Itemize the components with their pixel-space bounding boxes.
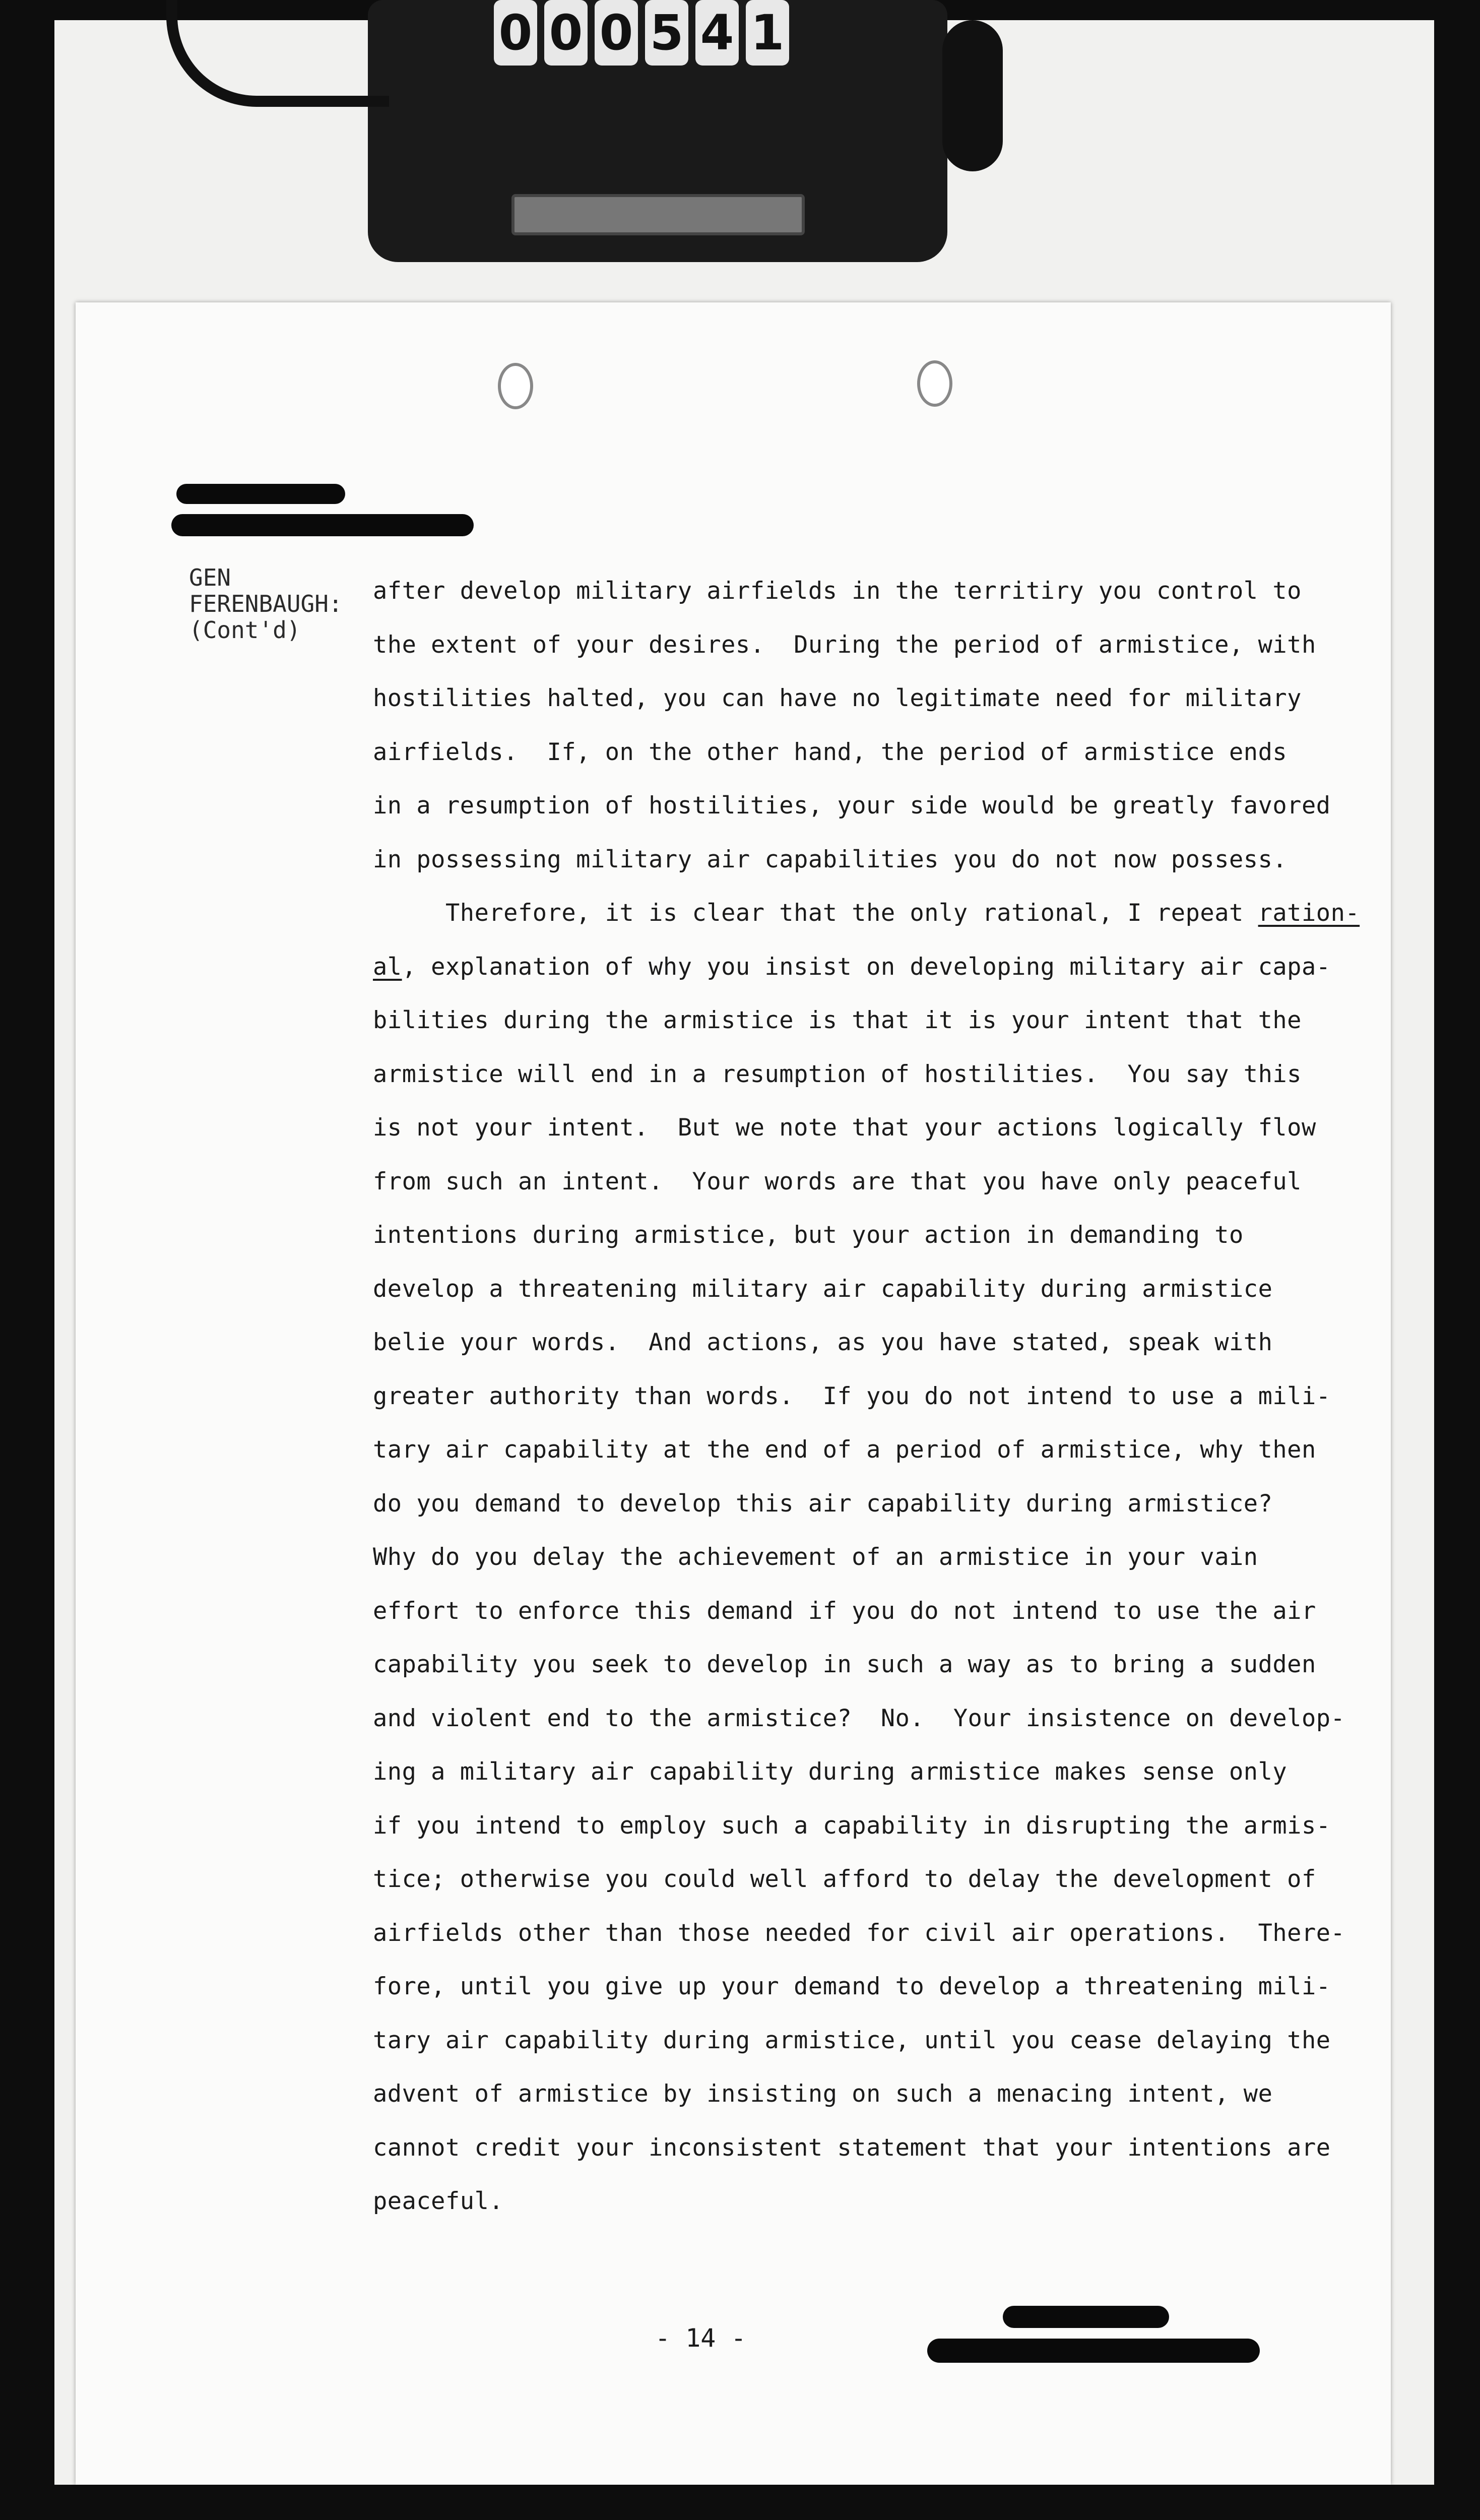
speaker-continued: (Cont'd)	[189, 616, 301, 644]
text-line: after develop military airfields in the territiry you control to	[373, 577, 1302, 605]
text-line: do you demand to develop this air capability during armistice?	[373, 1489, 1273, 1518]
redaction-bar-bottom-1	[1003, 2306, 1169, 2328]
text-line: airfields other than those needed for civil air operations. There-	[373, 1919, 1345, 1947]
counter-digit: 0	[494, 0, 537, 66]
text-line: fore, until you give up your demand to develop a threatening mili-	[373, 1973, 1331, 2000]
text-line: intentions during armistice, but your action in demanding to	[373, 1221, 1244, 1249]
counter-nameplate	[511, 194, 805, 235]
speaker-name: FERENBAUGH:	[189, 590, 343, 617]
punch-hole-left	[498, 363, 533, 409]
punch-hole-right	[917, 360, 952, 407]
text-span: , explanation of why you insist on developing military air capa-	[402, 953, 1331, 981]
speaker-rank: GEN	[189, 564, 231, 591]
text-line: belie your words. And actions, as you have stated, speak with	[373, 1329, 1273, 1356]
text-line: peaceful.	[373, 2187, 504, 2215]
text-line: in possessing military air capabilities you do not now possess.	[373, 845, 1288, 873]
underlined-word-continued: al	[373, 953, 402, 981]
document-page	[76, 302, 1391, 2485]
text-line: tary air capability at the end of a period of armistice, why then	[373, 1436, 1316, 1464]
redaction-bar-bottom-2	[927, 2339, 1260, 2363]
counter-digit: 1	[746, 0, 789, 66]
speaker-label	[189, 564, 343, 643]
frame-counter-device	[368, 0, 947, 262]
text-line: tary air capability during armistice, until you cease delaying the	[373, 2026, 1331, 2054]
frame-counter-digits	[494, 0, 789, 66]
text-line	[373, 940, 1340, 994]
text-line: tice; otherwise you could well afford to delay the development of	[373, 1865, 1316, 1893]
counter-knob	[942, 20, 1003, 171]
underlined-word: ration-	[1258, 899, 1360, 927]
text-line: ing a military air capability during armistice makes sense only	[373, 1758, 1288, 1786]
text-line: develop a threatening military air capability during armistice	[373, 1275, 1273, 1303]
text-line: in a resumption of hostilities, your side would be greatly favored	[373, 792, 1331, 820]
text-line: advent of armistice by insisting on such a menacing intent, we	[373, 2080, 1273, 2108]
text-line: greater authority than words. If you do not intend to use a mili-	[373, 1382, 1331, 1410]
text-line: the extent of your desires. During the period of armistice, with	[373, 631, 1316, 659]
text-line: airfields. If, on the other hand, the period of armistice ends	[373, 738, 1288, 766]
redaction-bar-top-2	[171, 514, 474, 536]
text-line: is not your intent. But we note that your actions logically flow	[373, 1114, 1316, 1142]
text-line: armistice will end in a resumption of hostilities. You say this	[373, 1060, 1302, 1088]
counter-digit: 0	[544, 0, 588, 66]
text-line: from such an intent. Your words are that you have only peaceful	[373, 1167, 1302, 1195]
text-line	[373, 887, 1360, 940]
counter-digit: 5	[645, 0, 688, 66]
text-line: bilities during the armistice is that it is your intent that the	[373, 1006, 1302, 1034]
text-line: if you intend to employ such a capability in disrupting the armis-	[373, 1811, 1331, 1840]
text-line: hostilities halted, you can have no legitimate need for military	[373, 684, 1302, 712]
text-line: effort to enforce this demand if you do not intend to use the air	[373, 1597, 1316, 1625]
text-line: and violent end to the armistice? No. Your insistence on develop-	[373, 1704, 1345, 1732]
counter-digit: 0	[595, 0, 638, 66]
document-body	[373, 564, 1360, 2229]
redaction-bar-top-1	[176, 484, 345, 504]
text-line: cannot credit your inconsistent statement that your intentions are	[373, 2133, 1331, 2162]
counter-digit: 4	[695, 0, 739, 66]
text-line: capability you seek to develop in such a way as to bring a sudden	[373, 1651, 1316, 1678]
text-line: Why do you delay the achievement of an armistice in your vain	[373, 1543, 1258, 1571]
page-number: - 14 -	[655, 2323, 746, 2353]
text-span: Therefore, it is clear that the only rational, I repeat	[373, 899, 1258, 927]
